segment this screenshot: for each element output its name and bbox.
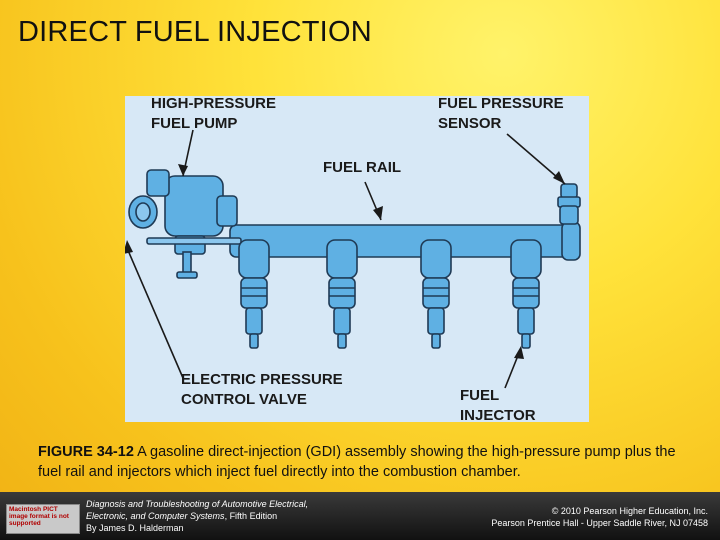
fuel-rail-label: FUEL RAIL — [323, 159, 402, 176]
fuel-injector-1 — [239, 240, 269, 348]
injector-label-line-2: INJECTOR — [460, 407, 536, 422]
sensor-label — [438, 96, 564, 134]
fuel-injector-3 — [421, 240, 451, 348]
fuel-injector-2 — [327, 240, 357, 348]
valve-label-line-1: ELECTRIC PRESSURE — [181, 371, 343, 388]
book-author: By James D. Halderman — [86, 523, 184, 533]
fuel-pressure-sensor — [558, 184, 580, 224]
fuel-injector-4 — [511, 240, 541, 348]
figure-caption — [38, 442, 698, 482]
valve-label-line-2: CONTROL VALVE — [181, 391, 307, 408]
gdi-assembly-diagram — [125, 96, 589, 422]
book-title-line-2: Electronic, and Computer Systems — [86, 511, 225, 521]
publisher-info — [491, 505, 708, 529]
sensor-label-line-1: FUEL PRESSURE — [438, 96, 564, 112]
caption-text: A gasoline direct-injection (GDI) assembly showing the high-pressure pump plus the fuel rail and injectors which inject fuel directly into the combustion chamber. — [38, 444, 676, 480]
fuel-rail-end-cap — [562, 222, 580, 260]
figure-number: FIGURE 34-12 — [38, 444, 134, 460]
publisher-line: Pearson Prentice Hall - Upper Saddle River, NJ 07458 — [491, 518, 708, 528]
valve-leader-line — [127, 248, 183, 378]
book-edition: , Fifth Edition — [224, 511, 278, 521]
rail-arrowhead — [373, 206, 383, 220]
pump-label-line-2: FUEL PUMP — [151, 115, 238, 132]
book-title-line-1: Diagnosis and Troubleshooting of Automotive Electrical, — [86, 499, 309, 509]
injector-label-line-1: FUEL — [460, 387, 500, 404]
unsupported-image-badge: Macintosh PICT image format is not supported — [6, 504, 80, 534]
high-pressure-fuel-pump — [129, 170, 237, 278]
sensor-label-line-2: SENSOR — [438, 115, 502, 132]
slide-footer — [0, 492, 720, 540]
valve-arrowhead — [125, 240, 133, 254]
pump-label-line-1: HIGH-PRESSURE — [151, 96, 277, 112]
injector-label — [460, 386, 536, 422]
pump-label — [151, 96, 276, 134]
valve-label — [181, 370, 343, 410]
fuel-feed-line — [147, 238, 241, 244]
pump-arrowhead — [178, 164, 188, 176]
book-citation — [86, 498, 346, 534]
sensor-arrowhead — [553, 171, 565, 184]
slide-title: DIRECT FUEL INJECTION — [18, 16, 372, 48]
copyright-line: © 2010 Pearson Higher Education, Inc. — [551, 506, 708, 516]
